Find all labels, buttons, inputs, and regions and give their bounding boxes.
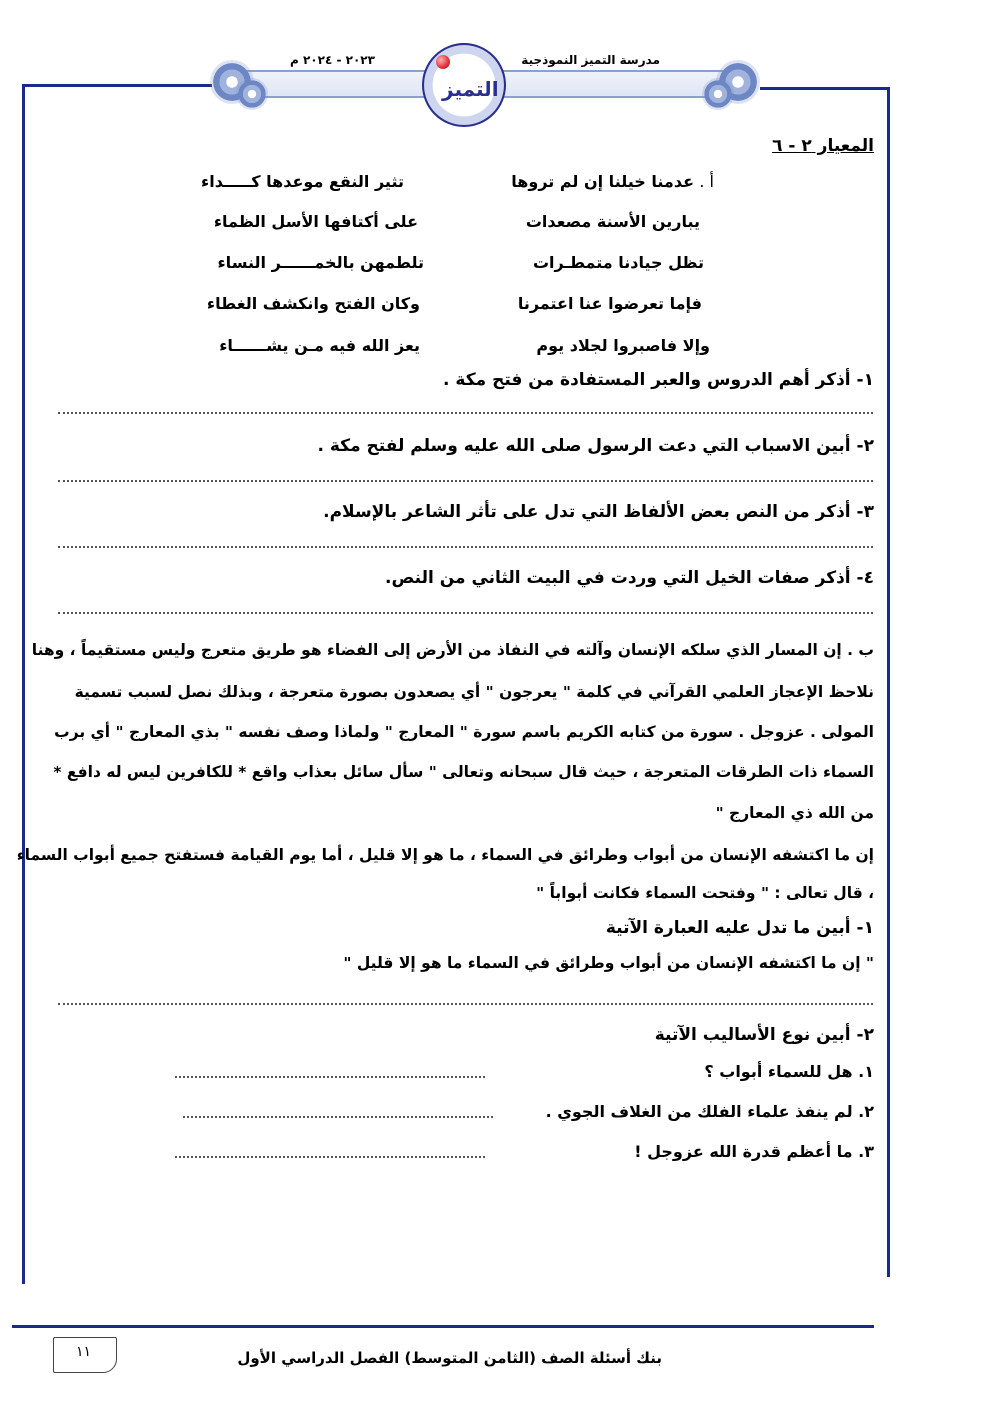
footer-title: بنك أسئلة الصف (الثامن المتوسط) الفصل الدراسي الأول [237, 1349, 662, 1367]
frame-top-right [760, 87, 890, 90]
section-title: المعيار ٢ - ٦ [772, 136, 874, 156]
question-b2-title: ٢- أبين نوع الأساليب الآتية [654, 1025, 874, 1045]
logo-ball [436, 55, 450, 69]
frame-right [887, 87, 890, 1277]
flower-decoration-left-2 [236, 78, 268, 110]
answer-line-a2[interactable] [58, 480, 873, 482]
poem-line-1-left: تثير النقع موعدها كـــــداء [201, 172, 404, 191]
passage-line-2: نلاحظ الإعجاز العلمي القرآني في كلمة " يعرجون " أي يصعدون بصورة متعرجة ، وبذلك نصل لسبب تسمية [74, 683, 874, 701]
footer-rule [12, 1325, 874, 1328]
flower-decoration-right-2 [702, 78, 734, 110]
question-a4: ٤- أذكر صفات الخيل التي وردت في البيت الثاني من النص. [384, 568, 874, 588]
poem-label: أ . [699, 172, 714, 191]
school-year: ٢٠٢٣ - ٢٠٢٤ م [290, 53, 375, 67]
poem-line-4-right: فإما تعرضوا عنا اعتمرنا [517, 294, 702, 313]
answer-line-a4[interactable] [58, 612, 873, 614]
answer-line-b2-3[interactable] [175, 1156, 485, 1158]
header-banner [210, 40, 760, 120]
question-b2-item-2: ٢. لم ينفذ علماء الفلك من الغلاف الجوي . [545, 1102, 874, 1121]
page-number-box [53, 1337, 117, 1373]
passage-line-1: ب . إن المسار الذي سلكه الإنسان وآلته في النفاذ من الأرض إلى الفضاء هو طريق متعرج وليس مستقيماً ، وهنا [31, 641, 874, 659]
poem-line-2-left: على أكتافها الأسل الظماء [213, 212, 418, 231]
answer-line-a1[interactable] [58, 412, 873, 414]
question-b1-title: ١- أبين ما تدل عليه العبارة الآتية [605, 918, 874, 938]
frame-top-left [22, 84, 212, 87]
question-b2-item-1: ١. هل للسماء أبواب ؟ [704, 1062, 874, 1081]
poem-line-4-left: وكان الفتح وانكشف الغطاء [206, 294, 420, 313]
question-a1: ١- أذكر أهم الدروس والعبر المستفادة من فتح مكة . [443, 370, 874, 390]
passage-line-4: السماء ذات الطرقات المتعرجة ، حيث قال سبحانه وتعالى " سأل سائل بعذاب واقع * للكافرين ليس له دافع * [53, 763, 874, 781]
passage-line-3: المولى . عزوجل . سورة من كتابه الكريم باسم سورة " المعارج " ولماذا وصف نفسه " بذي المعارج " أي برب [54, 723, 874, 741]
question-a3: ٣- أذكر من النص بعض الألفاظ التي تدل على تأثر الشاعر بالإسلام. [323, 502, 874, 522]
passage-line-5: من الله ذي المعارج " [715, 804, 874, 822]
poem-line-2-right: يبارين الأسنة مصعدات [525, 212, 700, 231]
poem-line-1-right: عدمنا خيلنا إن لم تروها [511, 172, 694, 191]
passage-line-6: إن ما اكتشفه الإنسان من أبواب وطرائق في السماء ، ما هو إلا قليل ، أما يوم القيامة فستفتح جميع أبواب السماء [16, 846, 874, 864]
page-number: ١١ [76, 1344, 92, 1360]
answer-line-b2-2[interactable] [183, 1116, 493, 1118]
passage-line-7: ، قال تعالى : " وفتحت السماء فكانت أبواباً " [536, 884, 874, 902]
frame-left [22, 84, 25, 1284]
answer-line-b1[interactable] [58, 1003, 873, 1005]
logo-text: التميز [442, 77, 499, 101]
poem-line-5-right: وإلا فاصبروا لجلاد يوم [536, 336, 710, 355]
poem-line-3-right: تظل جيادنا متمطـرات [532, 253, 704, 272]
question-a2: ٢- أبين الاسباب التي دعت الرسول صلى الله عليه وسلم لفتح مكة . [317, 436, 874, 456]
question-b1-quote: " إن ما اكتشفه الإنسان من أبواب وطرائق في السماء ما هو إلا قليل " [343, 954, 874, 972]
answer-line-a3[interactable] [58, 546, 873, 548]
poem-line-3-left: تلطمهن بالخمــــــر النساء [217, 253, 424, 272]
poem-line-5-left: يعز الله فيه مـن يشــــــاء [219, 336, 420, 355]
answer-line-b2-1[interactable] [175, 1076, 485, 1078]
question-b2-item-3: ٣. ما أعظم قدرة الله عزوجل ! [634, 1142, 874, 1161]
school-name: مدرسة التميز النموذجية [521, 53, 660, 67]
school-logo [422, 43, 506, 127]
